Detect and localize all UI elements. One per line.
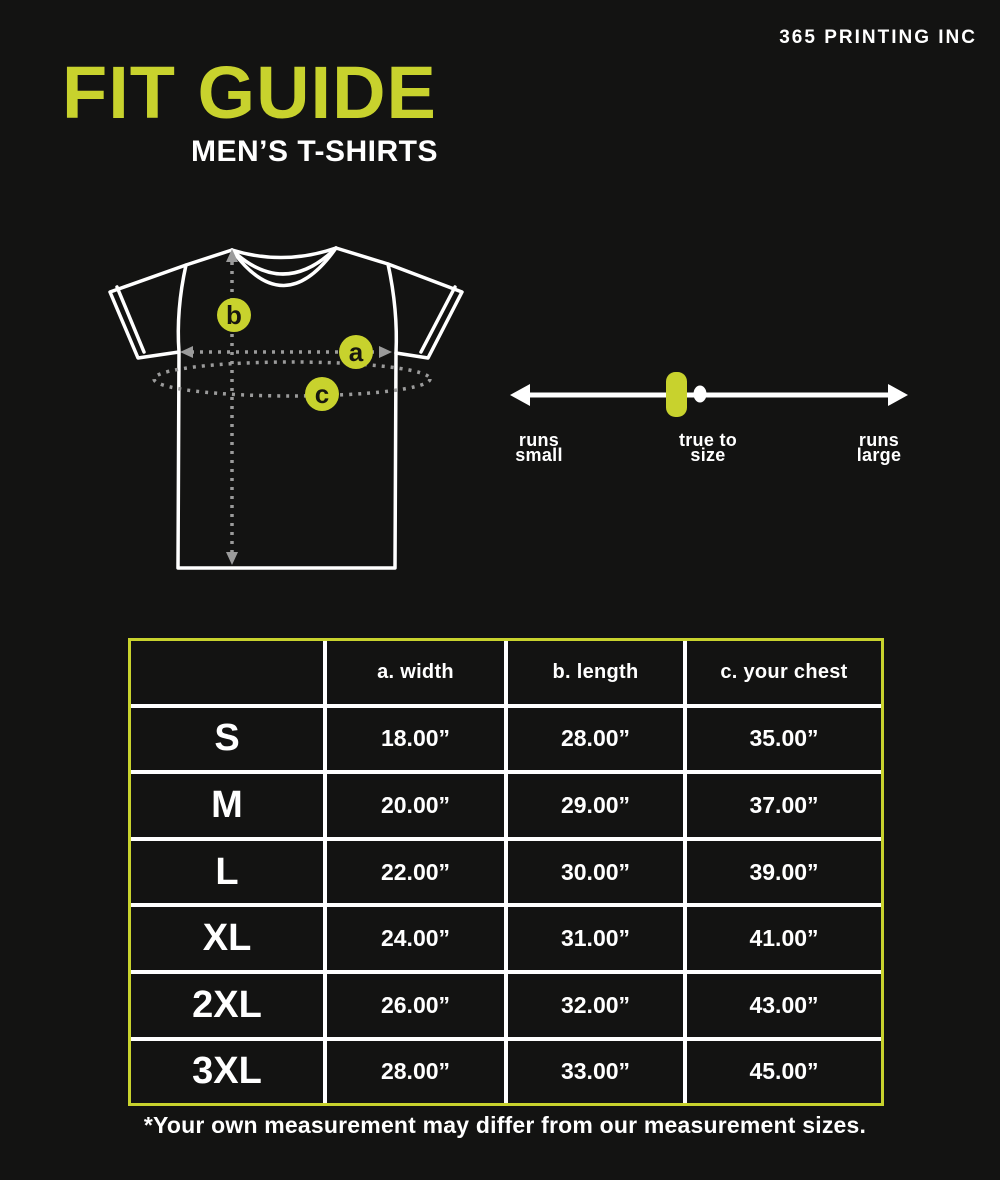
width-arrow-left (180, 346, 193, 358)
width-value: 20.00” (327, 774, 504, 837)
size-label: S (131, 708, 323, 771)
fit-scale-label-runs-small (515, 430, 563, 465)
measurement-disclaimer: *Your own measurement may differ from our measurement sizes. (143, 1112, 867, 1138)
scale-label-line: runs (858, 430, 900, 450)
right-sleeve-seam (388, 264, 396, 353)
chest-value: 39.00” (687, 841, 881, 904)
chest-value: 41.00” (687, 907, 881, 970)
column-header-size (131, 641, 323, 704)
size-label: 2XL (131, 974, 323, 1037)
scale-label-line: small (515, 445, 563, 465)
size-label: 3XL (131, 1041, 323, 1104)
chest-measure-ellipse (154, 362, 430, 396)
fit-scale-dot (694, 386, 707, 403)
fit-scale-marker (666, 372, 687, 417)
width-value: 22.00” (327, 841, 504, 904)
fit-scale-label-runs-large (856, 430, 902, 465)
chest-value: 35.00” (687, 708, 881, 771)
column-header-chest: c. your chest (687, 641, 881, 704)
tshirt-measurement-diagram (90, 230, 480, 580)
size-chart-table (128, 638, 884, 1106)
chest-value: 43.00” (687, 974, 881, 1037)
length-value: 29.00” (508, 774, 683, 837)
length-value: 32.00” (508, 974, 683, 1037)
chest-value: 37.00” (687, 774, 881, 837)
size-label: L (131, 841, 323, 904)
left-sleeve-seam (178, 265, 186, 352)
marker-c-label: c (314, 379, 330, 409)
size-label: M (131, 774, 323, 837)
width-value: 24.00” (327, 907, 504, 970)
length-value: 28.00” (508, 708, 683, 771)
width-value: 28.00” (327, 1041, 504, 1104)
tshirt-outline (110, 248, 462, 568)
length-value: 33.00” (508, 1041, 683, 1104)
marker-a-label: a (348, 337, 364, 367)
column-header-width: a. width (327, 641, 504, 704)
fit-scale-arrow-right (888, 384, 908, 406)
page-title: FIT GUIDE (62, 51, 437, 134)
marker-b-label: b (226, 300, 242, 330)
scale-label-line: large (856, 445, 902, 465)
scale-label-line: runs (518, 430, 560, 450)
column-header-length: b. length (508, 641, 683, 704)
length-value: 30.00” (508, 841, 683, 904)
size-label: XL (131, 907, 323, 970)
fit-scale-arrow-left (510, 384, 530, 406)
scale-label-line: size (690, 445, 726, 465)
width-value: 18.00” (327, 708, 504, 771)
fit-scale-label-true-to-size (678, 430, 738, 465)
width-value: 26.00” (327, 974, 504, 1037)
width-arrow-right (379, 346, 392, 358)
page-subtitle: MEN’S T-SHIRTS (190, 135, 438, 168)
title-block (62, 51, 438, 169)
chest-value: 45.00” (687, 1041, 881, 1104)
scale-label-line: true to (678, 430, 738, 450)
brand-name: 365 PRINTING INC (779, 27, 977, 48)
length-value: 31.00” (508, 907, 683, 970)
length-arrow-down (226, 552, 238, 565)
